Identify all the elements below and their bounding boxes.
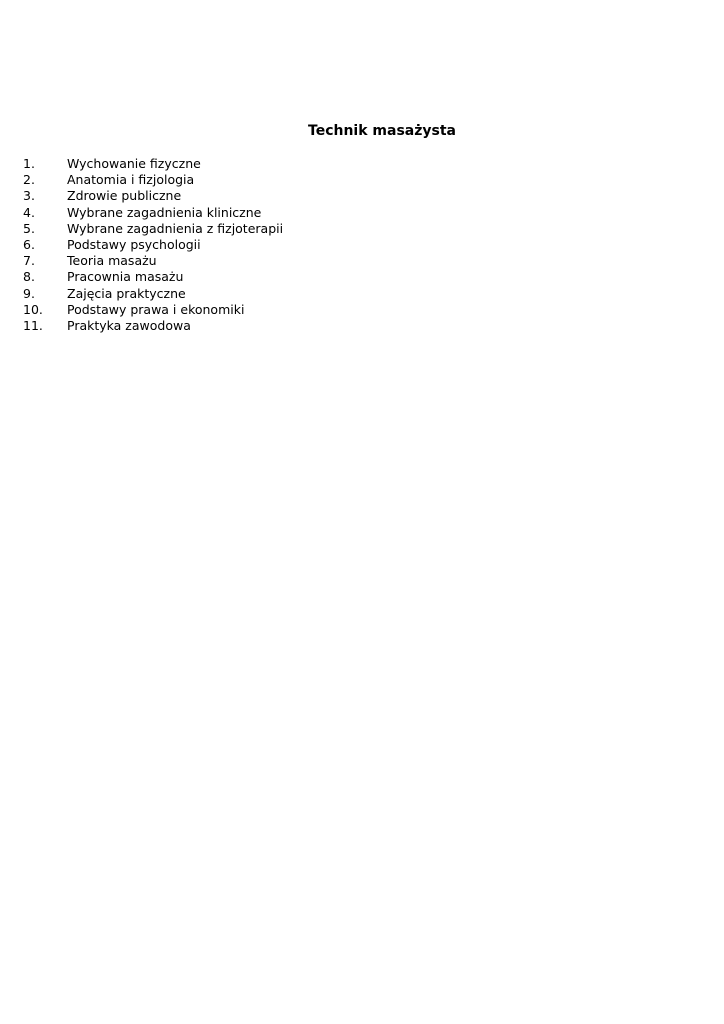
item-number: 3. — [23, 188, 35, 204]
list-item — [23, 253, 283, 269]
list-item — [23, 188, 283, 204]
item-number: 2. — [23, 172, 35, 188]
list-item — [23, 302, 283, 318]
item-number: 4. — [23, 204, 35, 220]
list-item — [23, 172, 283, 188]
list-item — [23, 156, 283, 172]
item-label: Wybrane zagadnienia z fizjoterapii — [67, 220, 284, 236]
item-number: 10. — [23, 301, 43, 317]
page-title: Technik masażysta — [308, 123, 456, 139]
item-label: Podstawy prawa i ekonomiki — [67, 301, 245, 317]
list-item — [23, 318, 283, 334]
item-label: Zajęcia praktyczne — [67, 285, 186, 301]
list-item — [23, 237, 283, 253]
item-number: 7. — [23, 253, 35, 269]
item-label: Pracownia masażu — [67, 269, 184, 285]
item-label: Podstawy psychologii — [67, 236, 201, 252]
item-number: 6. — [23, 236, 35, 252]
list-item — [23, 221, 283, 237]
list-item — [23, 286, 283, 302]
subject-list — [23, 156, 283, 334]
list-item — [23, 205, 283, 221]
list-item — [23, 269, 283, 285]
item-label: Praktyka zawodowa — [67, 317, 191, 333]
item-number: 8. — [23, 269, 35, 285]
item-label: Zdrowie publiczne — [67, 188, 182, 204]
item-number: 11. — [23, 317, 43, 333]
item-number: 9. — [23, 285, 35, 301]
item-label: Wychowanie fizyczne — [67, 156, 201, 171]
item-number: 5. — [23, 220, 35, 236]
item-label: Teoria masażu — [67, 253, 157, 269]
item-number: 1. — [23, 156, 35, 171]
item-label: Wybrane zagadnienia kliniczne — [67, 204, 262, 220]
item-label: Anatomia i fizjologia — [67, 172, 195, 188]
